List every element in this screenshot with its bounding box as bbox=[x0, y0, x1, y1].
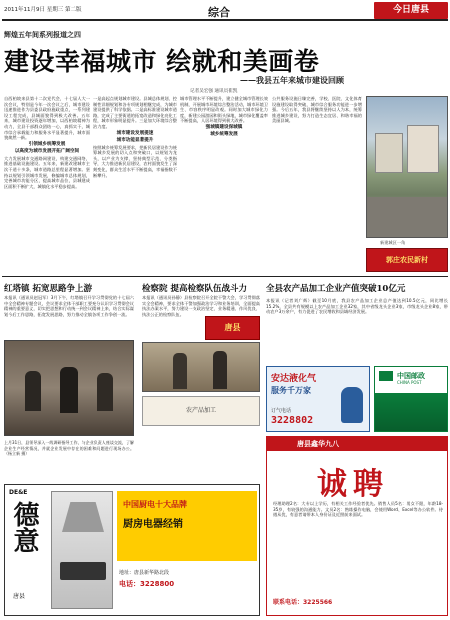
deyi-address: 地址：唐县新华路北段 bbox=[119, 570, 170, 576]
story-redcross-title: 红塔镇 拓宽思路争上游 bbox=[4, 284, 92, 294]
header-rule bbox=[2, 19, 448, 21]
lead-subtitle-2: 以高度为城市发展开拓广阔空间 bbox=[14, 148, 80, 154]
deyi-tel: 电话：3228800 bbox=[119, 580, 175, 588]
lead-body-6: 公共服务设施日臻完善，学校、医院、文化体育设施建设取得突破，城市综合服务功能进一步增强。今后五年，我县将继续坚持以人为本，统筹推进城乡建设，努力打造生态宜居、和谐幸福的美丽县城。 bbox=[272, 96, 362, 124]
lead-headline: 建设幸福城市 绘就和美画卷 bbox=[4, 47, 320, 76]
lead-subtitle-6: 城乡统筹发展 bbox=[210, 131, 238, 137]
section-label: 综合 bbox=[208, 6, 230, 19]
road-shape bbox=[367, 197, 448, 238]
person-shape bbox=[213, 351, 227, 389]
china-post-title: 中国邮政 bbox=[397, 372, 425, 380]
story-inspect-title: 检察院 提高检察队伍战斗力 bbox=[142, 284, 247, 294]
deyi-brand-cn: 德意 bbox=[9, 501, 39, 553]
lead-body-4: 按照城乡统筹发展要求，把新民居建设作为统筹城乡发展的切入点和突破口，以规划为龙头，以产业为支撑，坚持典型示范、分类指导，大力推进新民居建设，农村面貌发生了深刻变化，群众生活水平不断提高，幸福指数不断攀升。 bbox=[93, 144, 177, 178]
lead-body-2: 大力发展城市交通路网建设，构建交通网络，推进基础设施建设。五年来，新建改建城市主次干道十多条，城市道路总里程显著增加。坚持以规划引领城市发展，修编城市总体规划，完善城市功能分区，提高城市品位，县城建成区面积不断扩大，城镇化水平稳步提高。 bbox=[4, 155, 90, 189]
person-shape bbox=[173, 353, 187, 389]
lead-subtitle-5: 强城镇建设保城镇 bbox=[205, 124, 243, 130]
deyi-yellow-band bbox=[117, 491, 257, 561]
building-shape bbox=[375, 133, 403, 173]
lead-bottom-rule bbox=[2, 276, 448, 277]
building-shape bbox=[407, 125, 439, 173]
china-post-logo-icon bbox=[379, 371, 393, 381]
red-badge-ad bbox=[205, 316, 260, 340]
person-shape bbox=[97, 373, 113, 411]
liquefied-gas-title: 安达液化气 bbox=[271, 374, 317, 384]
lead-subhead: ——我县五年来城市建设回顾 bbox=[240, 75, 344, 85]
lead-kicker: 辉煌五年间系列报道之四 bbox=[4, 31, 81, 39]
deyi-model: 厨房电器经销 bbox=[123, 519, 183, 530]
lead-col-3 bbox=[180, 96, 268, 251]
meeting-photo-caption: 上月31日，县领导深入一线调研指导工作，与企业负责人座谈交流，了解企业生产经营情况，并就企业发展中存在的困难和问题进行现场办公。（杨立新 摄） bbox=[4, 440, 134, 457]
lead-col-1 bbox=[4, 96, 90, 256]
lead-photo bbox=[366, 96, 448, 238]
lead-byline: 记者吴宏强 通讯员崔凯 bbox=[190, 89, 238, 94]
china-post-band bbox=[375, 393, 448, 432]
recruit-big-title: 诚聘 bbox=[317, 467, 389, 502]
deyi-brand-en: DE&E bbox=[9, 489, 28, 496]
china-post-subtitle: CHINA POST bbox=[397, 380, 422, 385]
deyi-tagline: 中国厨电十大品牌 bbox=[123, 500, 187, 509]
lead-body-5: 城市管理水平不断提升，建立健全城市管理长效机制，开展城市环境综合整治活动，城市环境卫生、市容秩序明显改观。同时加大城市绿化力度，新建公园游园和街头绿地，城市绿化覆盖率不断提高，人居环境得到极大改善。 bbox=[180, 96, 268, 124]
gas-tank-icon bbox=[341, 387, 363, 423]
lead-subtitle-4: 城市功能显著提升 bbox=[116, 137, 154, 143]
lead-body-3: 一是高起点规划城市建设。县城总体规划、控制性详细规划和各专项规划相继完成，为城市建设提供了科学依据。二是高标准建设城市道路，完成了主要街道的拓宽改造和绿化亮化工程，城市形象明显提升。三是加大环境综合整治力度。 bbox=[93, 96, 177, 129]
housing-ad bbox=[366, 248, 448, 272]
date-line: 2011年11月9日 星期三 第二版 bbox=[4, 7, 82, 13]
story-inspect-body: 本报讯（通讯员孙静）县检察院召开全院干警大会，学习贯彻落实全会精神，要求全体干警加强政治学习和业务培训，全面提高执法办案水平，努力建设一支政治坚定、业务精通、作风优良、执法公正的检察队伍。 bbox=[142, 295, 260, 317]
liquefied-gas-ad bbox=[266, 366, 370, 432]
stove-icon bbox=[60, 562, 106, 580]
china-post-ad bbox=[374, 366, 448, 432]
deyi-city: 唐县 bbox=[13, 593, 26, 600]
person-shape bbox=[60, 367, 78, 413]
masthead-text: 今日唐县 bbox=[392, 5, 429, 15]
phone-number: 3228802 bbox=[271, 415, 314, 426]
recruit-banner-text: 唐县鑫华九八 bbox=[297, 440, 339, 448]
lead-body-1: 自西柏坡来县第十二次党代会，十七届人大一次会议，特别是今年一次会议之后，城市建设迅速推进作为县委县政府施政重点，一系列建设工程完成，县城面貌得到极大改善。五年来，城市建设投资逐年增加，以西柏坡精神为动力，全县干部群众团结一心，真抓实干，城市综合承载能力和服务水平显著提升，城市面貌焕然一新。 bbox=[4, 96, 90, 141]
housing-ad-text: 郭庄农民新村 bbox=[386, 256, 428, 264]
liquefied-gas-subtitle: 服务千万家 bbox=[271, 386, 311, 395]
lead-col-2 bbox=[93, 96, 177, 251]
masthead-logo bbox=[374, 2, 448, 19]
side-box bbox=[142, 396, 260, 426]
recruit-contact: 联系电话：3225566 bbox=[273, 599, 333, 606]
story-redcross-body: 本报讯（通讯员赵冠军）3月下午，红塔镇召开学习贯彻党的十七届六中全会精神专题会议，会议要求全体干部职工要充分认识学习贯彻会议精神的重要意义，切实把思想和行动统一到会议精神上来，结合实际谋划今后工作思路，拓宽发展思路，努力推动全镇各项工作争创一流。 bbox=[4, 295, 134, 317]
range-hood-icon bbox=[62, 502, 104, 532]
story-agri-title: 全县农产品加工企业产值突破10亿元 bbox=[266, 284, 406, 294]
deyi-product-panel bbox=[51, 491, 113, 609]
deyi-ad bbox=[4, 484, 260, 616]
lead-photo-caption: 新建城区一角 bbox=[380, 240, 406, 245]
meeting-photo bbox=[4, 340, 134, 436]
lead-col-4 bbox=[272, 96, 362, 251]
side-box-text: 农产品加工 bbox=[185, 407, 216, 414]
story-agri-body: 本报讯（记者刘广辉）截至10月底，我县农产品加工企业总产值达到10.5亿元，同比增长15.2%，全县共有规模以上农产品加工企业32家，其中省级龙头企业3家，市级龙头企业8家，带动农户3万余户，有力促进了农民增收和县域经济发展。 bbox=[266, 298, 448, 315]
recruit-banner bbox=[267, 437, 448, 451]
phone-label: 订气电话 bbox=[271, 408, 292, 414]
recruit-ad bbox=[266, 436, 448, 616]
lead-subtitle-1: 引领城乡统筹发展 bbox=[28, 141, 66, 147]
inspect-photo bbox=[142, 342, 260, 392]
person-shape bbox=[25, 371, 41, 411]
red-badge-text: 唐县 bbox=[224, 323, 241, 332]
lead-subtitle-3: 城市建设发展提速 bbox=[116, 130, 154, 136]
recruit-body: 经理助理2名：大专以上学历，有相关工作经验者优先。销售人员5名：男女不限，年龄18-35岁，有较强的沟通能力。文员2名：熟练操作电脑，会使用Word、Excel等办公软件。待遇从优，有意者请带本人身份证及近照前来面试。 bbox=[273, 501, 443, 518]
